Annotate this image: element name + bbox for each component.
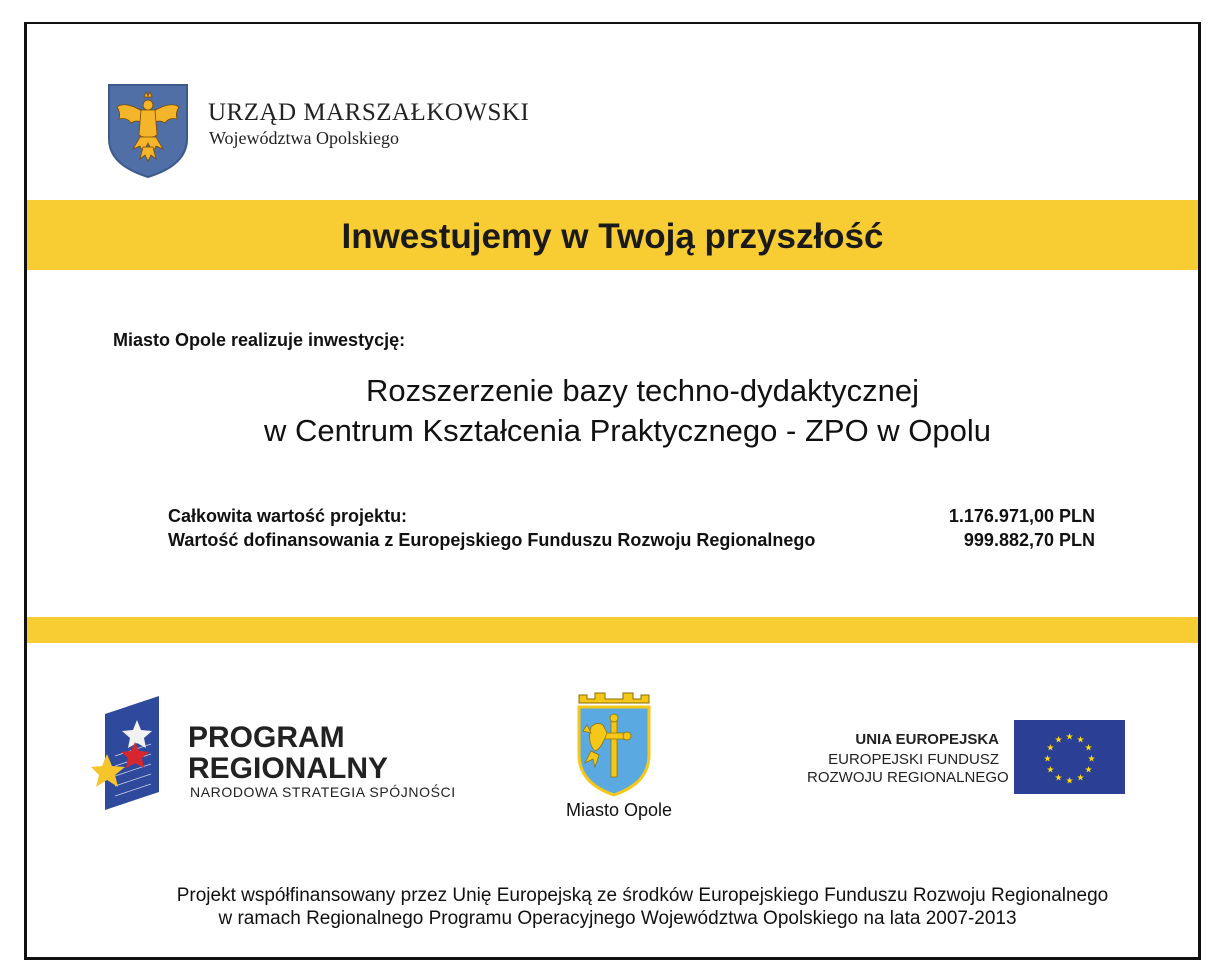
cofinancing-value: 999.882,70 PLN [963, 530, 1095, 550]
program-subtitle: NARODOWA STRATEGIA SPÓJNOŚCI [190, 784, 456, 800]
svg-text:★: ★ [1046, 765, 1055, 776]
svg-text:★: ★ [1043, 754, 1052, 765]
tagline: Inwestujemy w Twoją przyszłość [341, 217, 884, 256]
program-regionalny-logo-icon [91, 696, 173, 810]
program-title-line1: PROGRAM [188, 721, 345, 754]
institution-title: URZĄD MARSZAŁKOWSKI [208, 99, 530, 126]
information-board [24, 22, 1201, 960]
cofinancing-footer [27, 884, 1198, 930]
program-title [188, 722, 388, 784]
svg-text:★: ★ [1065, 732, 1074, 743]
eu-fund-line2: ROZWOJU REGIONALNEGO [807, 769, 1009, 786]
svg-text:★: ★ [1076, 773, 1085, 784]
eu-fund-line1: EUROPEJSKI FUNDUSZ [828, 751, 999, 768]
total-value: 1.176.971,00 PLN [948, 506, 1095, 526]
project-title [27, 371, 1198, 451]
footer-line2: w ramach Regionalnego Programu Operacyjnego Województwa Opolskiego na lata 2007-2013 [218, 908, 1017, 929]
program-title-line2: REGIONALNY [188, 752, 389, 785]
total-value-label: Całkowita wartość projektu: [168, 506, 408, 526]
svg-text:★: ★ [1084, 743, 1093, 754]
city-name: Miasto Opole [565, 800, 673, 820]
bottom-band [27, 617, 1198, 643]
project-title-line2: w Centrum Kształcenia Praktycznego - ZPO w Opolu [263, 413, 992, 448]
svg-text:★: ★ [1046, 743, 1055, 754]
svg-text:★: ★ [1065, 776, 1074, 787]
eu-title: UNIA EUROPEJSKA [855, 731, 999, 748]
eu-flag-icon [1014, 720, 1125, 794]
svg-text:★: ★ [1076, 735, 1085, 746]
opole-city-crest-icon [573, 689, 655, 797]
svg-text:★: ★ [1054, 773, 1063, 784]
svg-text:★: ★ [1087, 754, 1096, 765]
institution-subtitle: Województwa Opolskiego [209, 128, 400, 148]
project-title-line1: Rozszerzenie bazy techno-dydaktycznej [365, 373, 920, 408]
white-eagle-crest-icon [107, 83, 189, 179]
svg-text:★: ★ [1084, 765, 1093, 776]
footer-line1: Projekt współfinansowany przez Unię Europejską ze środków Europejskiego Funduszu Rozwoju Regionalnego [176, 885, 1109, 906]
svg-text:★: ★ [1054, 735, 1063, 746]
project-intro: Miasto Opole realizuje inwestycję: [113, 330, 406, 350]
cofinancing-label: Wartość dofinansowania z Europejskiego Funduszu Rozwoju Regionalnego [168, 530, 816, 550]
